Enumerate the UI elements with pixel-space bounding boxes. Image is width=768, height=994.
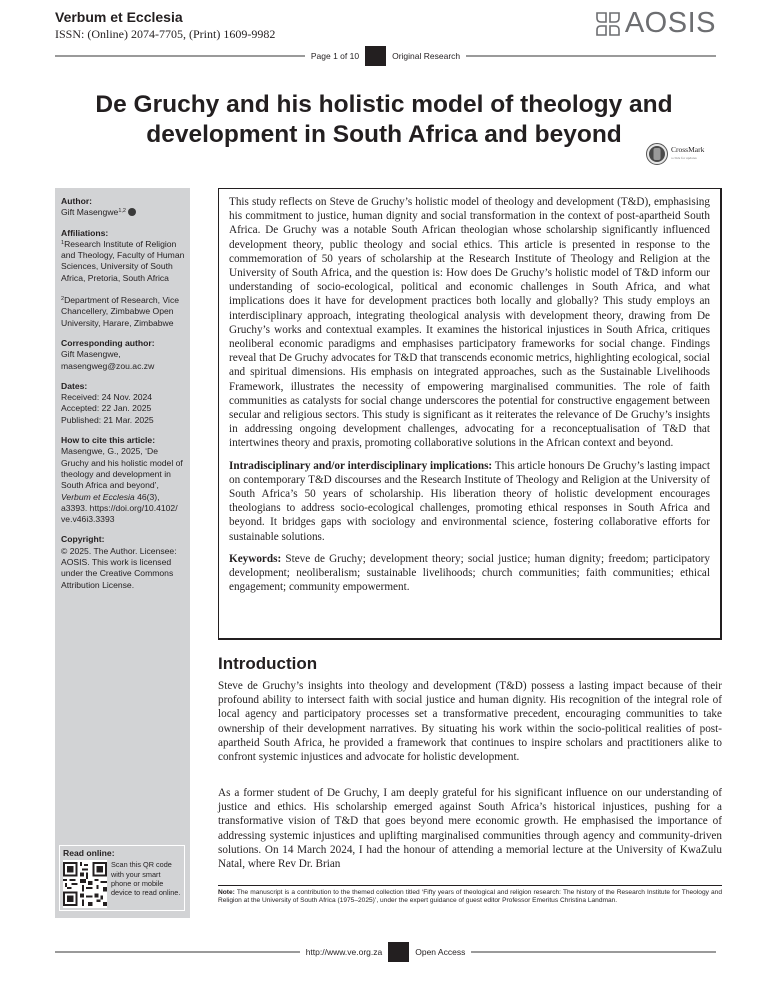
- implications: [229, 459, 710, 544]
- article-info-sidebar: [55, 188, 190, 918]
- affiliation-2: Department of Research, Vice Chancellery, Zimbabwe Open University, Harare, Zimbabwe: [61, 295, 180, 328]
- keywords-text: Steve de Gruchy; development theory; social justice; human dignity; freedom; participatory development; neoliberalism; sustainable livelihoods; church communities; faith communities; ethical engagement; community empowerment.: [229, 552, 710, 594]
- divider: [471, 951, 716, 952]
- read-online-text: Scan this QR code with your smart phone or mobile device to read online.: [111, 860, 181, 897]
- journal-url[interactable]: http://www.ve.org.za: [305, 947, 383, 957]
- crossmark-sub: a click for updates: [671, 156, 697, 160]
- affiliation-sup: 1: [61, 239, 65, 246]
- keywords-label: Keywords:: [229, 552, 282, 565]
- article-title: De Gruchy and his holistic model of theology and development in South Africa and beyond: [95, 91, 673, 148]
- affiliation-sup: 2: [61, 296, 65, 303]
- affiliations-heading: Affiliations:: [61, 227, 109, 238]
- citation-doi[interactable]: 46(3), a3393. https://doi.org/10.4102/ ve.v46i3.3393: [61, 491, 178, 525]
- introduction-heading: Introduction: [218, 654, 318, 673]
- keywords: [229, 552, 710, 595]
- affiliation-1: Research Institute of Religion and Theology, Faculty of Human Sciences, University of South Africa, Pretoria, South Africa: [61, 238, 185, 283]
- divider: [55, 55, 305, 56]
- citation: [61, 446, 185, 525]
- copyright-text: © 2025. The Author. Licensee: AOSIS. This work is licensed under the Creative Commons Attribution License.: [61, 545, 177, 590]
- cite-heading: How to cite this article:: [61, 435, 156, 446]
- copyright-heading: Copyright:: [61, 534, 105, 545]
- footnote: [218, 885, 722, 905]
- publisher-name: AOSIS: [624, 7, 716, 39]
- citation-text: Masengwe, G., 2025, ‘De Gruchy and his holistic model of theology and development in South Africa and beyond’,: [61, 446, 183, 491]
- date-received: Received: 24 Nov. 2024: [61, 392, 153, 403]
- author-affiliation-sup: 1,2: [118, 208, 126, 215]
- divider-block: [388, 942, 409, 962]
- author-heading: Author:: [61, 196, 93, 206]
- body-paragraph: As a former student of De Gruchy, I am deeply grateful for his significant influence on our understanding of justice and ethics. His scholarship emerged against South Africa’s historical injustices, pushing for a transformative vision of T&D that goes beyond mere economic growth. He emphasised the importance of addressing systemic injustices and uplifting marginalised communities through agency and community-driven solutions. On 14 March 2024, I had the honour of attending a memorial lecture at the University of KwaZulu Natal, where Rev Dr. Brian: [218, 787, 722, 871]
- page-number: Page 1 of 10: [310, 51, 360, 61]
- footer-rule: [55, 942, 716, 962]
- publisher-logo[interactable]: [595, 9, 716, 38]
- read-online-heading: Read online:: [63, 848, 115, 858]
- crossmark-label: CrossMark: [671, 145, 705, 154]
- read-online-box: [59, 845, 185, 911]
- crossmark-badge[interactable]: [646, 143, 704, 165]
- corresponding-author-email[interactable]: masengweg@zou.ac.zw: [61, 360, 155, 371]
- header-rule: [55, 46, 716, 66]
- aosis-leaf-icon: [595, 11, 621, 37]
- body-paragraph: Steve de Gruchy’s insights into theology and development (T&D) possess a lasting impact because of their profound ability to intersect faith with social justice and human dignity. His recognition of the integral role of local agency and participatory processes set a transformative precedent, encouraging communities to take ownership of their development narratives. By situating his work within the socio-political realities of post-apartheid South Africa, he provided a framework that continues to inspire scholars and practitioners alike to confront systemic injustices and advocate for holistic development.: [218, 680, 722, 764]
- journal-name: Verbum et Ecclesia: [55, 9, 183, 25]
- article-type: Original Research: [392, 51, 461, 61]
- implications-label: Intradisciplinary and/or interdisciplinary implications:: [229, 459, 493, 472]
- date-accepted: Accepted: 22 Jan. 2025: [61, 403, 152, 414]
- corresponding-author-name: Gift Masengwe,: [61, 349, 121, 360]
- qr-code-icon[interactable]: [63, 860, 107, 908]
- date-published: Published: 21 Mar. 2025: [61, 414, 154, 425]
- citation-journal: Verbum et Ecclesia: [61, 491, 135, 502]
- issn: ISSN: (Online) 2074-7705, (Print) 1609-9982: [55, 27, 276, 41]
- divider-block: [365, 46, 386, 66]
- corresponding-author-heading: Corresponding author:: [61, 337, 155, 348]
- abstract-text: This study reflects on Steve de Gruchy’s holistic model of theology and development (T&D), emphasising his commitment to justice, human dignity and social transformation in the context of post-apartheid South Africa. De Gruchy was a notable South African theologian whose scholarship significantly influenced development theory, public theology and social ethics. This article is presented in response to the commemoration of 50 years of scholarship at the Research Institute of Theology and Religion at the University of South Africa, and the question is: How does De Gruchy’s holistic model of T&D inform our understanding of socio-ecological, political and economic challenges in South Africa, and what implications does it have for development practices both locally and globally? This study employs an interdisciplinary approach, integrating theological analysis with development theory, drawing from De Gruchy’s works and contextual examples. It examines the historical injustices in South Africa, critiques neoliberal economic paradigms and emphasises participatory frameworks for social change. Findings reveal that De Gruchy advocates for T&D that transcends economic metrics, highlighting ecological, social and spiritual dimensions. His emphasis on integrated approaches, such as the Sustainable Livelihoods Framework, illustrates the necessity of empowering marginalised communities. The role of faith communities as catalysts for social change underscores the potential for constructive engagement between secular and religious sectors. This study is significant as it reiterates the relevance of De Gruchy’s insights in addressing ongoing development challenges, advocating for a reconceptualisation of T&D that intertwines theory and praxis, promoting collaborative solutions in the African context and beyond.: [229, 196, 710, 450]
- note-label: Note:: [218, 889, 235, 896]
- divider: [466, 55, 716, 56]
- note-text: The manuscript is a contribution to the themed collection titled ‘Fifty years of theological and religion research: The history of the Research Institute for Theology and Religion at the University of South Africa (1975–2025)’, under the expert guidance of guest editor Professor Emeritus Christina Landman.: [218, 889, 722, 904]
- author-name[interactable]: Gift Masengwe: [61, 207, 119, 218]
- open-access-label: Open Access: [415, 947, 466, 957]
- orcid-icon[interactable]: [128, 208, 136, 216]
- abstract-box: [218, 188, 722, 640]
- dates-heading: Dates:: [61, 380, 88, 391]
- implications-text: This article honours De Gruchy’s lasting impact on contemporary T&D discourses and the Research Institute of Theology and Religion at the University of South Africa’s 50 years of scholarship. His liberation theory of holistic development encourages theologians to address socio-ecological challenges, promoting ethical responses in South Africa and beyond. It bridges gaps with sociology and environmental science, fostering collaborative efforts for sustainable solutions.: [229, 459, 711, 543]
- divider: [55, 951, 300, 952]
- crossmark-icon: [646, 143, 668, 165]
